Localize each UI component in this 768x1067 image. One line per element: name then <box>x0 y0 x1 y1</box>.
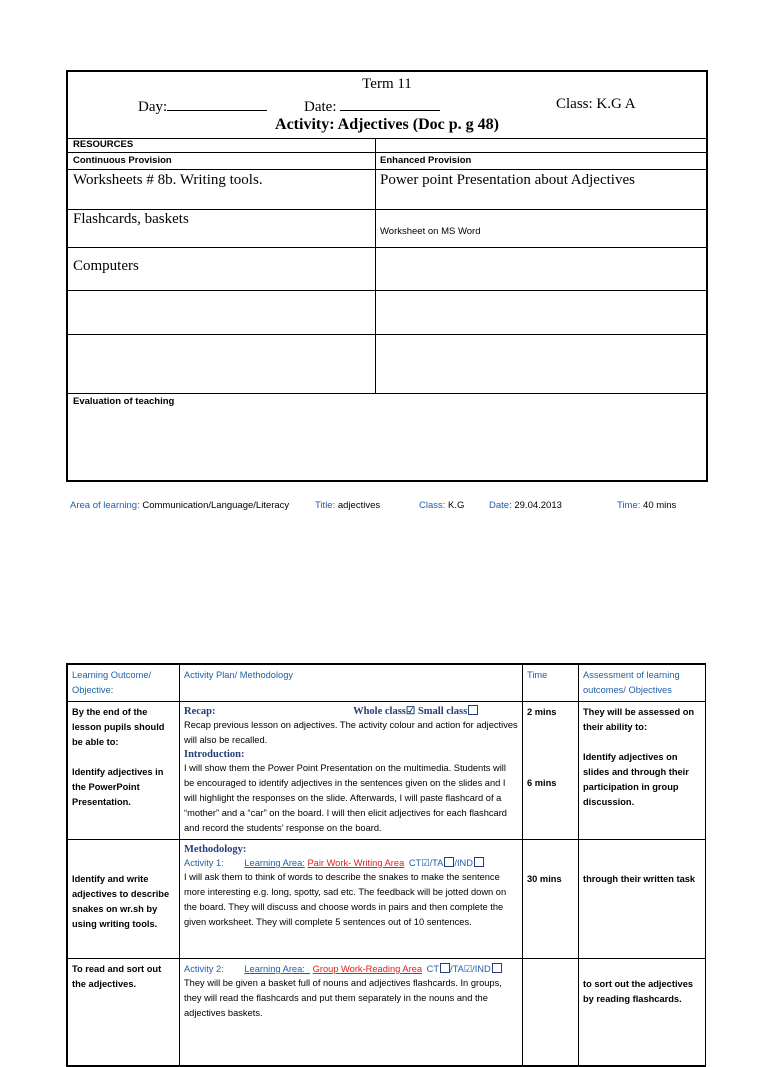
table-header-row <box>68 665 706 702</box>
continuous-provision-header: Continuous Provision <box>73 155 172 166</box>
checkbox-empty-icon <box>440 963 450 973</box>
checkbox-checked-icon: ☑ <box>421 858 430 868</box>
ct-ta-ind-options: CT☑/TA /IND <box>409 858 484 868</box>
checkbox-empty-icon <box>492 963 502 973</box>
class-label: Class: K.G A <box>556 96 636 112</box>
checkbox-empty-icon <box>444 857 454 867</box>
divider <box>68 247 706 248</box>
assessment-cell: through their written task <box>579 840 706 959</box>
learning-area-value: Pair Work- Writing Area <box>307 858 405 868</box>
header-time: Time <box>523 665 579 702</box>
resources-heading: RESOURCES <box>73 139 134 150</box>
recap-label: Recap: <box>184 706 216 717</box>
time-cell <box>523 959 579 1066</box>
plan-cell: Methodology: Activity 1: Learning Area: Pair Work- Writing Area CT☑/TA /IND I will ask them to think of words to describe the snakes to make the sentence more interesting e.g. long, spotty, sad etc. The feedback will be jotted down on the board. They will discuss and choose words in pairs and then complete the given worksheet. They will complete 5 sentences out of 10 sentences. <box>180 840 523 959</box>
whole-class-option: Whole class☑ Small class <box>353 706 478 717</box>
learning-outcome-table <box>66 663 706 1067</box>
plan-cell: Recap: Whole class☑ Small class Recap previous lesson on adjectives. The activity colour and action for adjectives will also be recalled. Introduction: I will show them the Power Point Presentation on the multimedia. Students will be encouraged to identify adjectives in the sentences given on the slides and I will highlight the responses on the slide. Afterwards, I will paste flashcard of a “mother” and a “car” on the board. I will then elicit adjectives for each flashcard and record the students’ response on the board. <box>180 702 523 840</box>
enhanced-provision-header: Enhanced Provision <box>380 155 472 166</box>
outcome-cell: To read and sort out the adjectives. <box>68 959 180 1066</box>
divider <box>68 393 706 394</box>
outcome-cell: Identify and write adjectives to describe snakes on wr.sh by using writing tools. <box>68 840 180 959</box>
class-info: Class: K.G <box>419 500 465 511</box>
table-row <box>68 840 706 959</box>
column-divider <box>375 138 376 393</box>
date-blank[interactable] <box>340 96 440 111</box>
learning-area-value: Group Work-Reading Area <box>312 964 423 974</box>
date-field: Date: <box>304 96 440 116</box>
ct-ta-ind-options: CT /TA☑/IND <box>427 964 502 974</box>
table-row <box>68 702 706 840</box>
outcome-cell: By the end of the lesson pupils should be able to: Identify adjectives in the PowerPoint Presentation. <box>68 702 180 840</box>
assessment-cell: to sort out the adjectives by reading flashcards. <box>579 959 706 1066</box>
divider <box>68 334 706 335</box>
enhanced-item: Power point Presentation about Adjectives <box>380 172 635 188</box>
day-field: Day: <box>138 96 267 116</box>
checkbox-empty-icon <box>468 705 478 715</box>
continuous-item: Worksheets # 8b. Writing tools. <box>73 172 263 188</box>
table-row <box>68 959 706 1066</box>
term-label: Term 11 <box>362 76 412 92</box>
checkbox-checked-icon: ☑ <box>463 964 473 974</box>
divider <box>68 209 706 210</box>
lesson-plan-table <box>66 70 708 482</box>
methodology-label: Methodology: <box>184 844 247 855</box>
introduction-label: Introduction: <box>184 749 245 760</box>
time-cell: 30 mins <box>523 840 579 959</box>
checkbox-empty-icon <box>474 857 484 867</box>
continuous-item: Computers <box>73 258 139 274</box>
header-assessment: Assessment of learning outcomes/ Objectives <box>579 665 706 702</box>
day-blank[interactable] <box>167 96 267 111</box>
time-cell: 2 mins 6 mins <box>523 702 579 840</box>
area-of-learning: Area of learning: Communication/Language/Literacy <box>70 500 290 511</box>
time-info: Time: 40 mins <box>617 500 677 511</box>
assessment-cell: They will be assessed on their ability to: Identify adjectives on slides and through their participation in group discussion. <box>579 702 706 840</box>
title-info: Title: adjectives <box>315 500 381 511</box>
header-plan: Activity Plan/ Methodology <box>180 665 523 702</box>
divider <box>68 169 706 170</box>
checkbox-checked-icon: ☑ <box>405 706 416 717</box>
enhanced-item: Worksheet on MS Word <box>380 226 481 237</box>
plan-cell: Activity 2: Learning Area:_ Group Work-Reading Area CT /TA☑/IND They will be given a basket full of nouns and adjectives flashcards. In groups, they will read the flashcards and put them separately in the nouns and the adjectives baskets. <box>180 959 523 1066</box>
evaluation-label: Evaluation of teaching <box>73 396 175 407</box>
plan-header <box>68 72 706 139</box>
date-info: Date: 29.04.2013 <box>489 500 562 511</box>
divider <box>68 152 706 153</box>
divider <box>68 290 706 291</box>
header-outcome: Learning Outcome/ Objective: <box>68 665 180 702</box>
continuous-item: Flashcards, baskets <box>73 211 189 227</box>
activity-title: Activity: Adjectives (Doc p. g 48) <box>275 116 499 133</box>
